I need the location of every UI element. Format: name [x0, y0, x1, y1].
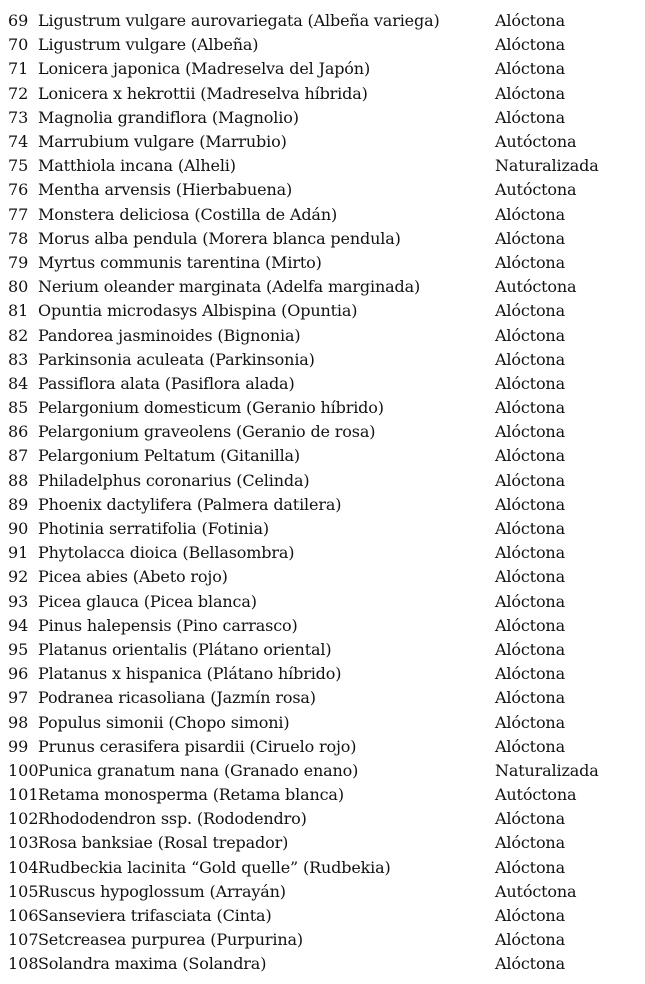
species-row — [8, 565, 638, 589]
species-status: Alóctona — [495, 954, 565, 974]
species-name: Pelargonium domesticum (Geranio híbrido) — [38, 398, 384, 418]
species-number: 71 — [8, 59, 29, 79]
species-number: 99 — [8, 736, 29, 756]
species-row — [8, 493, 638, 517]
species-status: Alóctona — [495, 688, 565, 708]
species-name: Rhododendron ssp. (Rododendro) — [38, 809, 307, 829]
species-number: 97 — [8, 688, 29, 708]
species-name: Phoenix dactylifera (Palmera datilera) — [38, 494, 342, 514]
species-status: Alóctona — [495, 639, 565, 659]
species-row — [8, 82, 638, 106]
species-row — [8, 227, 638, 251]
species-name: Marrubium vulgare (Marrubio) — [38, 132, 287, 152]
species-number: 74 — [8, 132, 29, 152]
species-name: Phytolacca dioica (Bellasombra) — [38, 543, 295, 563]
species-row — [8, 444, 638, 468]
species-status: Autóctona — [495, 881, 577, 901]
species-status: Alóctona — [495, 833, 565, 853]
species-number: 94 — [8, 615, 29, 635]
species-number: 86 — [8, 422, 29, 442]
species-number: 85 — [8, 398, 29, 418]
species-row — [8, 106, 638, 130]
species-number: 107 — [8, 930, 39, 950]
species-number: 77 — [8, 204, 29, 224]
species-number: 105 — [8, 881, 39, 901]
species-status: Alóctona — [495, 301, 565, 321]
species-number: 80 — [8, 277, 29, 297]
species-row — [8, 33, 638, 57]
species-row — [8, 275, 638, 299]
species-number: 83 — [8, 349, 29, 369]
species-number: 88 — [8, 470, 29, 490]
species-status: Alóctona — [495, 325, 565, 345]
species-name: Ruscus hypoglossum (Arrayán) — [38, 881, 286, 901]
species-number: 79 — [8, 252, 29, 272]
species-name: Punica granatum nana (Granado enano) — [38, 760, 359, 780]
species-row — [8, 686, 638, 710]
species-row — [8, 590, 638, 614]
species-name: Podranea ricasoliana (Jazmín rosa) — [38, 688, 316, 708]
species-status: Alóctona — [495, 107, 565, 127]
species-number: 102 — [8, 809, 39, 829]
species-status: Alóctona — [495, 349, 565, 369]
species-status: Alóctona — [495, 809, 565, 829]
species-status: Alóctona — [495, 712, 565, 732]
species-number: 70 — [8, 35, 29, 55]
species-status: Alóctona — [495, 35, 565, 55]
species-number: 87 — [8, 446, 29, 466]
species-status: Alóctona — [495, 83, 565, 103]
species-name: Picea glauca (Picea blanca) — [38, 591, 257, 611]
species-number: 103 — [8, 833, 39, 853]
species-status: Autóctona — [495, 180, 577, 200]
species-number: 93 — [8, 591, 29, 611]
species-number: 72 — [8, 83, 29, 103]
species-status: Alóctona — [495, 930, 565, 950]
species-status: Alóctona — [495, 906, 565, 926]
species-name: Picea abies (Abeto rojo) — [38, 567, 228, 587]
species-name: Ligustrum vulgare (Albeña) — [38, 35, 259, 55]
species-number: 90 — [8, 519, 29, 539]
species-row — [8, 517, 638, 541]
species-status: Alóctona — [495, 446, 565, 466]
species-row — [8, 469, 638, 493]
species-name: Lonicera x hekrottii (Madreselva híbrida) — [38, 83, 368, 103]
species-name: Populus simonii (Chopo simoni) — [38, 712, 290, 732]
species-row — [8, 130, 638, 154]
species-row — [8, 299, 638, 323]
species-name: Lonicera japonica (Madreselva del Japón) — [38, 59, 371, 79]
species-status: Alóctona — [495, 59, 565, 79]
species-status: Alóctona — [495, 664, 565, 684]
species-number: 81 — [8, 301, 29, 321]
species-status: Alóctona — [495, 615, 565, 635]
species-number: 69 — [8, 11, 29, 31]
species-number: 84 — [8, 373, 29, 393]
species-row — [8, 420, 638, 444]
species-status: Alóctona — [495, 470, 565, 490]
species-name: Solandra maxima (Solandra) — [38, 954, 267, 974]
species-name: Pelargonium graveolens (Geranio de rosa) — [38, 422, 376, 442]
species-name: Pelargonium Peltatum (Gitanilla) — [38, 446, 301, 466]
species-row — [8, 759, 638, 783]
species-name: Magnolia grandiflora (Magnolio) — [38, 107, 299, 127]
species-status: Alóctona — [495, 252, 565, 272]
species-status: Alóctona — [495, 422, 565, 442]
species-number: 78 — [8, 228, 29, 248]
species-status: Alóctona — [495, 398, 565, 418]
species-name: Myrtus communis tarentina (Mirto) — [38, 252, 322, 272]
species-number: 95 — [8, 639, 29, 659]
species-row — [8, 710, 638, 734]
species-name: Mentha arvensis (Hierbabuena) — [38, 180, 293, 200]
species-row — [8, 904, 638, 928]
species-name: Monstera deliciosa (Costilla de Adán) — [38, 204, 338, 224]
species-name: Sanseviera trifasciata (Cinta) — [38, 906, 272, 926]
species-name: Setcreasea purpurea (Purpurina) — [38, 930, 303, 950]
species-number: 89 — [8, 494, 29, 514]
species-status: Naturalizada — [495, 760, 599, 780]
species-name: Photinia serratifolia (Fotinia) — [38, 519, 269, 539]
species-row — [8, 952, 638, 976]
species-status: Alóctona — [495, 228, 565, 248]
species-number: 104 — [8, 857, 39, 877]
species-list — [8, 9, 638, 977]
species-name: Retama monosperma (Retama blanca) — [38, 785, 344, 805]
species-row — [8, 154, 638, 178]
species-name: Prunus cerasifera pisardii (Ciruelo rojo) — [38, 736, 357, 756]
species-status: Autóctona — [495, 132, 577, 152]
species-number: 92 — [8, 567, 29, 587]
species-name: Nerium oleander marginata (Adelfa marginada) — [38, 277, 421, 297]
species-status: Alóctona — [495, 543, 565, 563]
species-row — [8, 541, 638, 565]
species-number: 101 — [8, 785, 39, 805]
species-row — [8, 735, 638, 759]
species-status: Alóctona — [495, 11, 565, 31]
species-status: Alóctona — [495, 736, 565, 756]
species-row — [8, 9, 638, 33]
species-number: 106 — [8, 906, 39, 926]
species-row — [8, 348, 638, 372]
species-row — [8, 178, 638, 202]
species-row — [8, 638, 638, 662]
species-status: Autóctona — [495, 277, 577, 297]
species-status: Alóctona — [495, 567, 565, 587]
species-number: 73 — [8, 107, 29, 127]
species-row — [8, 880, 638, 904]
species-name: Parkinsonia aculeata (Parkinsonia) — [38, 349, 315, 369]
species-name: Platanus orientalis (Plátano oriental) — [38, 639, 332, 659]
species-row — [8, 807, 638, 831]
species-status: Autóctona — [495, 785, 577, 805]
species-status: Alóctona — [495, 519, 565, 539]
species-status: Alóctona — [495, 857, 565, 877]
species-name: Philadelphus coronarius (Celinda) — [38, 470, 310, 490]
species-status: Alóctona — [495, 373, 565, 393]
species-name: Morus alba pendula (Morera blanca pendula) — [38, 228, 401, 248]
species-name: Matthiola incana (Alheli) — [38, 156, 236, 176]
species-row — [8, 396, 638, 420]
species-row — [8, 251, 638, 275]
species-row — [8, 323, 638, 347]
species-status: Alóctona — [495, 204, 565, 224]
species-name: Platanus x hispanica (Plátano híbrido) — [38, 664, 342, 684]
species-row — [8, 856, 638, 880]
species-row — [8, 614, 638, 638]
species-row — [8, 831, 638, 855]
species-status: Naturalizada — [495, 156, 599, 176]
species-number: 100 — [8, 760, 39, 780]
species-name: Passiflora alata (Pasiflora alada) — [38, 373, 295, 393]
species-number: 96 — [8, 664, 29, 684]
species-status: Alóctona — [495, 591, 565, 611]
species-name: Pandorea jasminoides (Bignonia) — [38, 325, 301, 345]
species-number: 76 — [8, 180, 29, 200]
species-number: 98 — [8, 712, 29, 732]
species-row — [8, 783, 638, 807]
species-number: 108 — [8, 954, 39, 974]
species-name: Rosa banksiae (Rosal trepador) — [38, 833, 289, 853]
species-number: 82 — [8, 325, 29, 345]
species-number: 91 — [8, 543, 29, 563]
species-row — [8, 662, 638, 686]
species-row — [8, 928, 638, 952]
species-name: Pinus halepensis (Pino carrasco) — [38, 615, 298, 635]
species-row — [8, 57, 638, 81]
species-row — [8, 372, 638, 396]
species-row — [8, 203, 638, 227]
species-status: Alóctona — [495, 494, 565, 514]
species-name: Ligustrum vulgare aurovariegata (Albeña variega) — [38, 11, 440, 31]
species-name: Rudbeckia lacinita “Gold quelle” (Rudbekia) — [38, 857, 391, 877]
species-name: Opuntia microdasys Albispina (Opuntia) — [38, 301, 358, 321]
species-number: 75 — [8, 156, 29, 176]
